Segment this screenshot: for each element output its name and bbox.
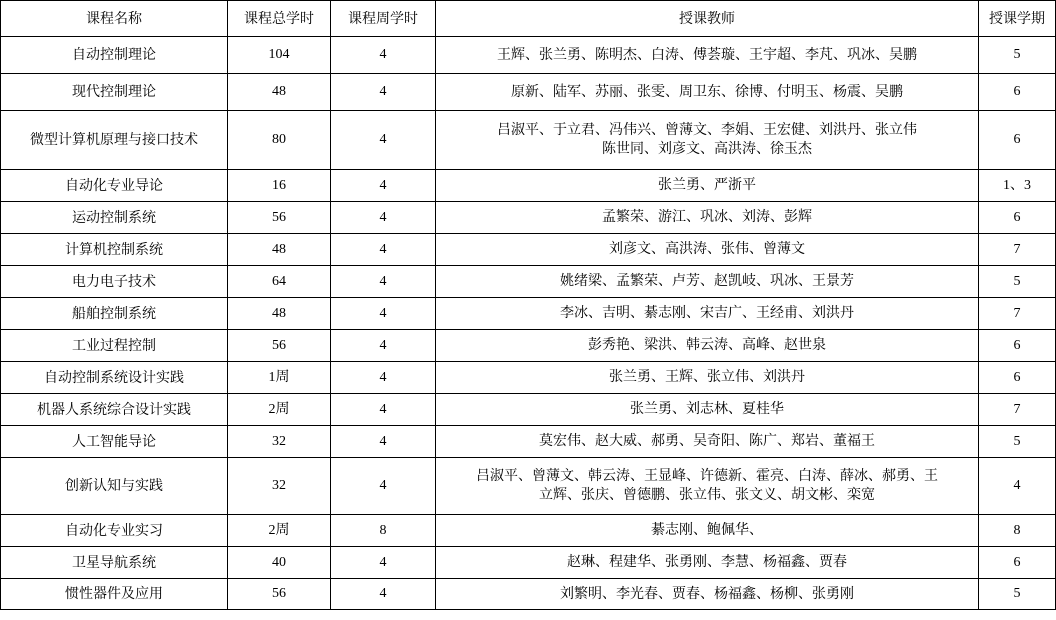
table-row [1, 515, 1056, 547]
total-hours-cell: 56 [228, 330, 331, 362]
total-hours-cell: 32 [228, 426, 331, 458]
teachers-cell: 原新、陆军、苏丽、张雯、周卫东、徐博、付明玉、杨震、吴鹏 [436, 74, 979, 111]
header-semester: 授课学期 [979, 1, 1056, 37]
teachers-cell: 张兰勇、严浙平 [436, 170, 979, 202]
weekly-hours-cell: 4 [331, 426, 436, 458]
table-row [1, 111, 1056, 170]
teachers-cell: 张兰勇、刘志林、夏桂华 [436, 394, 979, 426]
table-row [1, 330, 1056, 362]
semester-cell: 6 [979, 202, 1056, 234]
weekly-hours-cell: 4 [331, 547, 436, 579]
teachers-cell: 赵琳、程建华、张勇刚、李慧、杨福鑫、贾春 [436, 547, 979, 579]
weekly-hours-cell: 4 [331, 202, 436, 234]
total-hours-cell: 80 [228, 111, 331, 170]
semester-cell: 5 [979, 37, 1056, 74]
course-name-cell: 自动控制理论 [1, 37, 228, 74]
total-hours-cell: 48 [228, 74, 331, 111]
semester-cell: 8 [979, 515, 1056, 547]
teachers-cell: 王辉、张兰勇、陈明杰、白涛、傅荟璇、王宇超、李芃、巩冰、吴鹏 [436, 37, 979, 74]
teachers-cell: 彭秀艳、梁洪、韩云涛、高峰、赵世泉 [436, 330, 979, 362]
course-name-cell: 电力电子技术 [1, 266, 228, 298]
course-name-cell: 运动控制系统 [1, 202, 228, 234]
table-row [1, 266, 1056, 298]
table-row [1, 394, 1056, 426]
table-row [1, 37, 1056, 74]
semester-cell: 7 [979, 234, 1056, 266]
course-name-cell: 机器人系统综合设计实践 [1, 394, 228, 426]
table-row [1, 426, 1056, 458]
weekly-hours-cell: 4 [331, 74, 436, 111]
table-row [1, 458, 1056, 515]
total-hours-cell: 2周 [228, 394, 331, 426]
table-row [1, 362, 1056, 394]
course-name-cell: 船舶控制系统 [1, 298, 228, 330]
total-hours-cell: 1周 [228, 362, 331, 394]
total-hours-cell: 32 [228, 458, 331, 515]
semester-cell: 1、3 [979, 170, 1056, 202]
table-row [1, 234, 1056, 266]
header-weekly-hours: 课程周学时 [331, 1, 436, 37]
total-hours-cell: 48 [228, 298, 331, 330]
table-row [1, 170, 1056, 202]
total-hours-cell: 56 [228, 202, 331, 234]
semester-cell: 5 [979, 266, 1056, 298]
weekly-hours-cell: 4 [331, 330, 436, 362]
teachers-cell: 孟繁荣、游江、巩冰、刘涛、彭辉 [436, 202, 979, 234]
weekly-hours-cell: 4 [331, 298, 436, 330]
teachers-cell: 刘彦文、高洪涛、张伟、曾薄文 [436, 234, 979, 266]
header-course-name: 课程名称 [1, 1, 228, 37]
total-hours-cell: 104 [228, 37, 331, 74]
semester-cell: 5 [979, 579, 1056, 610]
table-row [1, 579, 1056, 610]
course-name-cell: 计算机控制系统 [1, 234, 228, 266]
teachers-cell: 张兰勇、王辉、张立伟、刘洪丹 [436, 362, 979, 394]
table-row [1, 202, 1056, 234]
semester-cell: 7 [979, 298, 1056, 330]
course-name-cell: 微型计算机原理与接口技术 [1, 111, 228, 170]
semester-cell: 7 [979, 394, 1056, 426]
semester-cell: 5 [979, 426, 1056, 458]
teachers-cell: 莫宏伟、赵大威、郝勇、吴奇阳、陈广、郑岩、董福王 [436, 426, 979, 458]
table-row [1, 298, 1056, 330]
course-name-cell: 现代控制理论 [1, 74, 228, 111]
total-hours-cell: 48 [228, 234, 331, 266]
total-hours-cell: 64 [228, 266, 331, 298]
course-name-cell: 卫星导航系统 [1, 547, 228, 579]
header-total-hours: 课程总学时 [228, 1, 331, 37]
weekly-hours-cell: 4 [331, 394, 436, 426]
weekly-hours-cell: 4 [331, 362, 436, 394]
weekly-hours-cell: 4 [331, 111, 436, 170]
course-name-cell: 惯性器件及应用 [1, 579, 228, 610]
weekly-hours-cell: 4 [331, 170, 436, 202]
semester-cell: 6 [979, 330, 1056, 362]
header-row [1, 1, 1056, 37]
course-name-cell: 自动化专业实习 [1, 515, 228, 547]
table-row [1, 547, 1056, 579]
weekly-hours-cell: 4 [331, 579, 436, 610]
semester-cell: 6 [979, 547, 1056, 579]
course-name-cell: 人工智能导论 [1, 426, 228, 458]
teachers-cell: 李冰、吉明、綦志刚、宋吉广、王经甫、刘洪丹 [436, 298, 979, 330]
teachers-cell: 吕淑平、曾薄文、韩云涛、王显峰、许德新、霍亮、白涛、薛冰、郝勇、王 立辉、张庆、曾德鹏、张立伟、张文义、胡文彬、栾宽 [436, 458, 979, 515]
total-hours-cell: 40 [228, 547, 331, 579]
teachers-cell: 姚绪梁、孟繁荣、卢芳、赵凯岐、巩冰、王景芳 [436, 266, 979, 298]
semester-cell: 4 [979, 458, 1056, 515]
table-row [1, 74, 1056, 111]
header-teachers: 授课教师 [436, 1, 979, 37]
weekly-hours-cell: 4 [331, 458, 436, 515]
course-name-cell: 自动控制系统设计实践 [1, 362, 228, 394]
weekly-hours-cell: 4 [331, 37, 436, 74]
weekly-hours-cell: 4 [331, 234, 436, 266]
course-name-cell: 工业过程控制 [1, 330, 228, 362]
semester-cell: 6 [979, 74, 1056, 111]
total-hours-cell: 56 [228, 579, 331, 610]
teachers-cell: 吕淑平、于立君、冯伟兴、曾薄文、李娟、王宏健、刘洪丹、张立伟 陈世同、刘彦文、高洪涛、徐玉杰 [436, 111, 979, 170]
course-name-cell: 自动化专业导论 [1, 170, 228, 202]
weekly-hours-cell: 8 [331, 515, 436, 547]
teachers-cell: 刘繁明、李光春、贾春、杨福鑫、杨柳、张勇刚 [436, 579, 979, 610]
weekly-hours-cell: 4 [331, 266, 436, 298]
total-hours-cell: 16 [228, 170, 331, 202]
semester-cell: 6 [979, 362, 1056, 394]
course-name-cell: 创新认知与实践 [1, 458, 228, 515]
semester-cell: 6 [979, 111, 1056, 170]
teachers-cell: 綦志刚、鲍佩华、 [436, 515, 979, 547]
total-hours-cell: 2周 [228, 515, 331, 547]
